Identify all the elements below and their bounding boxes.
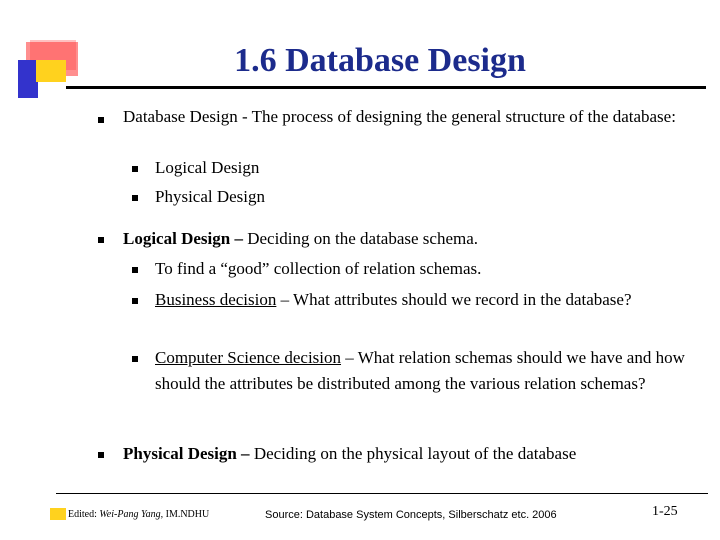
bullet-text: - The process of designing the general structure of the database: bbox=[237, 107, 676, 126]
bullet-square-icon bbox=[132, 356, 138, 362]
bullet-text: – What relation schemas should we have and how should the attributes be distributed among the various relation schemas? bbox=[155, 348, 685, 393]
bullet-text: – What attributes should we record in the database? bbox=[276, 290, 632, 309]
sub-bullet-physical: Physical Design bbox=[155, 187, 266, 206]
footer-editor-prefix: Edited: bbox=[68, 509, 97, 520]
bullet-square-icon bbox=[98, 237, 104, 243]
sub-bullet-good-collection: To find a “good” collection of relation schemas. bbox=[155, 259, 482, 278]
bullet-term: Computer Science decision bbox=[155, 348, 342, 367]
bullet-text: Deciding on the physical layout of the database bbox=[249, 444, 577, 463]
bullet-term: Physical Design – bbox=[123, 444, 250, 463]
footer-editor-name: Wei-Pang Yang, bbox=[96, 509, 164, 520]
footer-editor-org: IM.NDHU bbox=[163, 509, 210, 520]
bullet-square-icon bbox=[98, 452, 104, 458]
bullet-physical-design bbox=[123, 441, 703, 467]
bullet-database-design bbox=[123, 104, 693, 130]
bullet-term: Business decision bbox=[155, 290, 277, 309]
footer-decoration bbox=[50, 508, 66, 520]
bullet-term: Logical Design – bbox=[123, 229, 243, 248]
footer-divider bbox=[56, 493, 708, 494]
sub-bullet-business-decision bbox=[155, 287, 685, 313]
page-number: 1-25 bbox=[652, 504, 678, 519]
sub-bullet-cs-decision bbox=[155, 345, 685, 397]
bullet-square-icon bbox=[132, 195, 138, 201]
bullet-text: Deciding on the database schema. bbox=[242, 229, 479, 248]
sub-bullet-logical: Logical Design bbox=[155, 158, 260, 177]
bullet-square-icon bbox=[132, 166, 138, 172]
bullet-logical-design bbox=[123, 226, 693, 252]
bullet-square-icon bbox=[132, 267, 138, 273]
title-divider bbox=[66, 86, 706, 89]
slide-title: 1.6 Database Design bbox=[234, 42, 526, 79]
bullet-term: Database Design bbox=[123, 107, 238, 126]
bullet-square-icon bbox=[98, 117, 104, 123]
bullet-square-icon bbox=[132, 298, 138, 304]
footer-editor bbox=[68, 509, 209, 520]
footer-source: Source: Database System Concepts, Silberschatz etc. 2006 bbox=[265, 509, 557, 521]
